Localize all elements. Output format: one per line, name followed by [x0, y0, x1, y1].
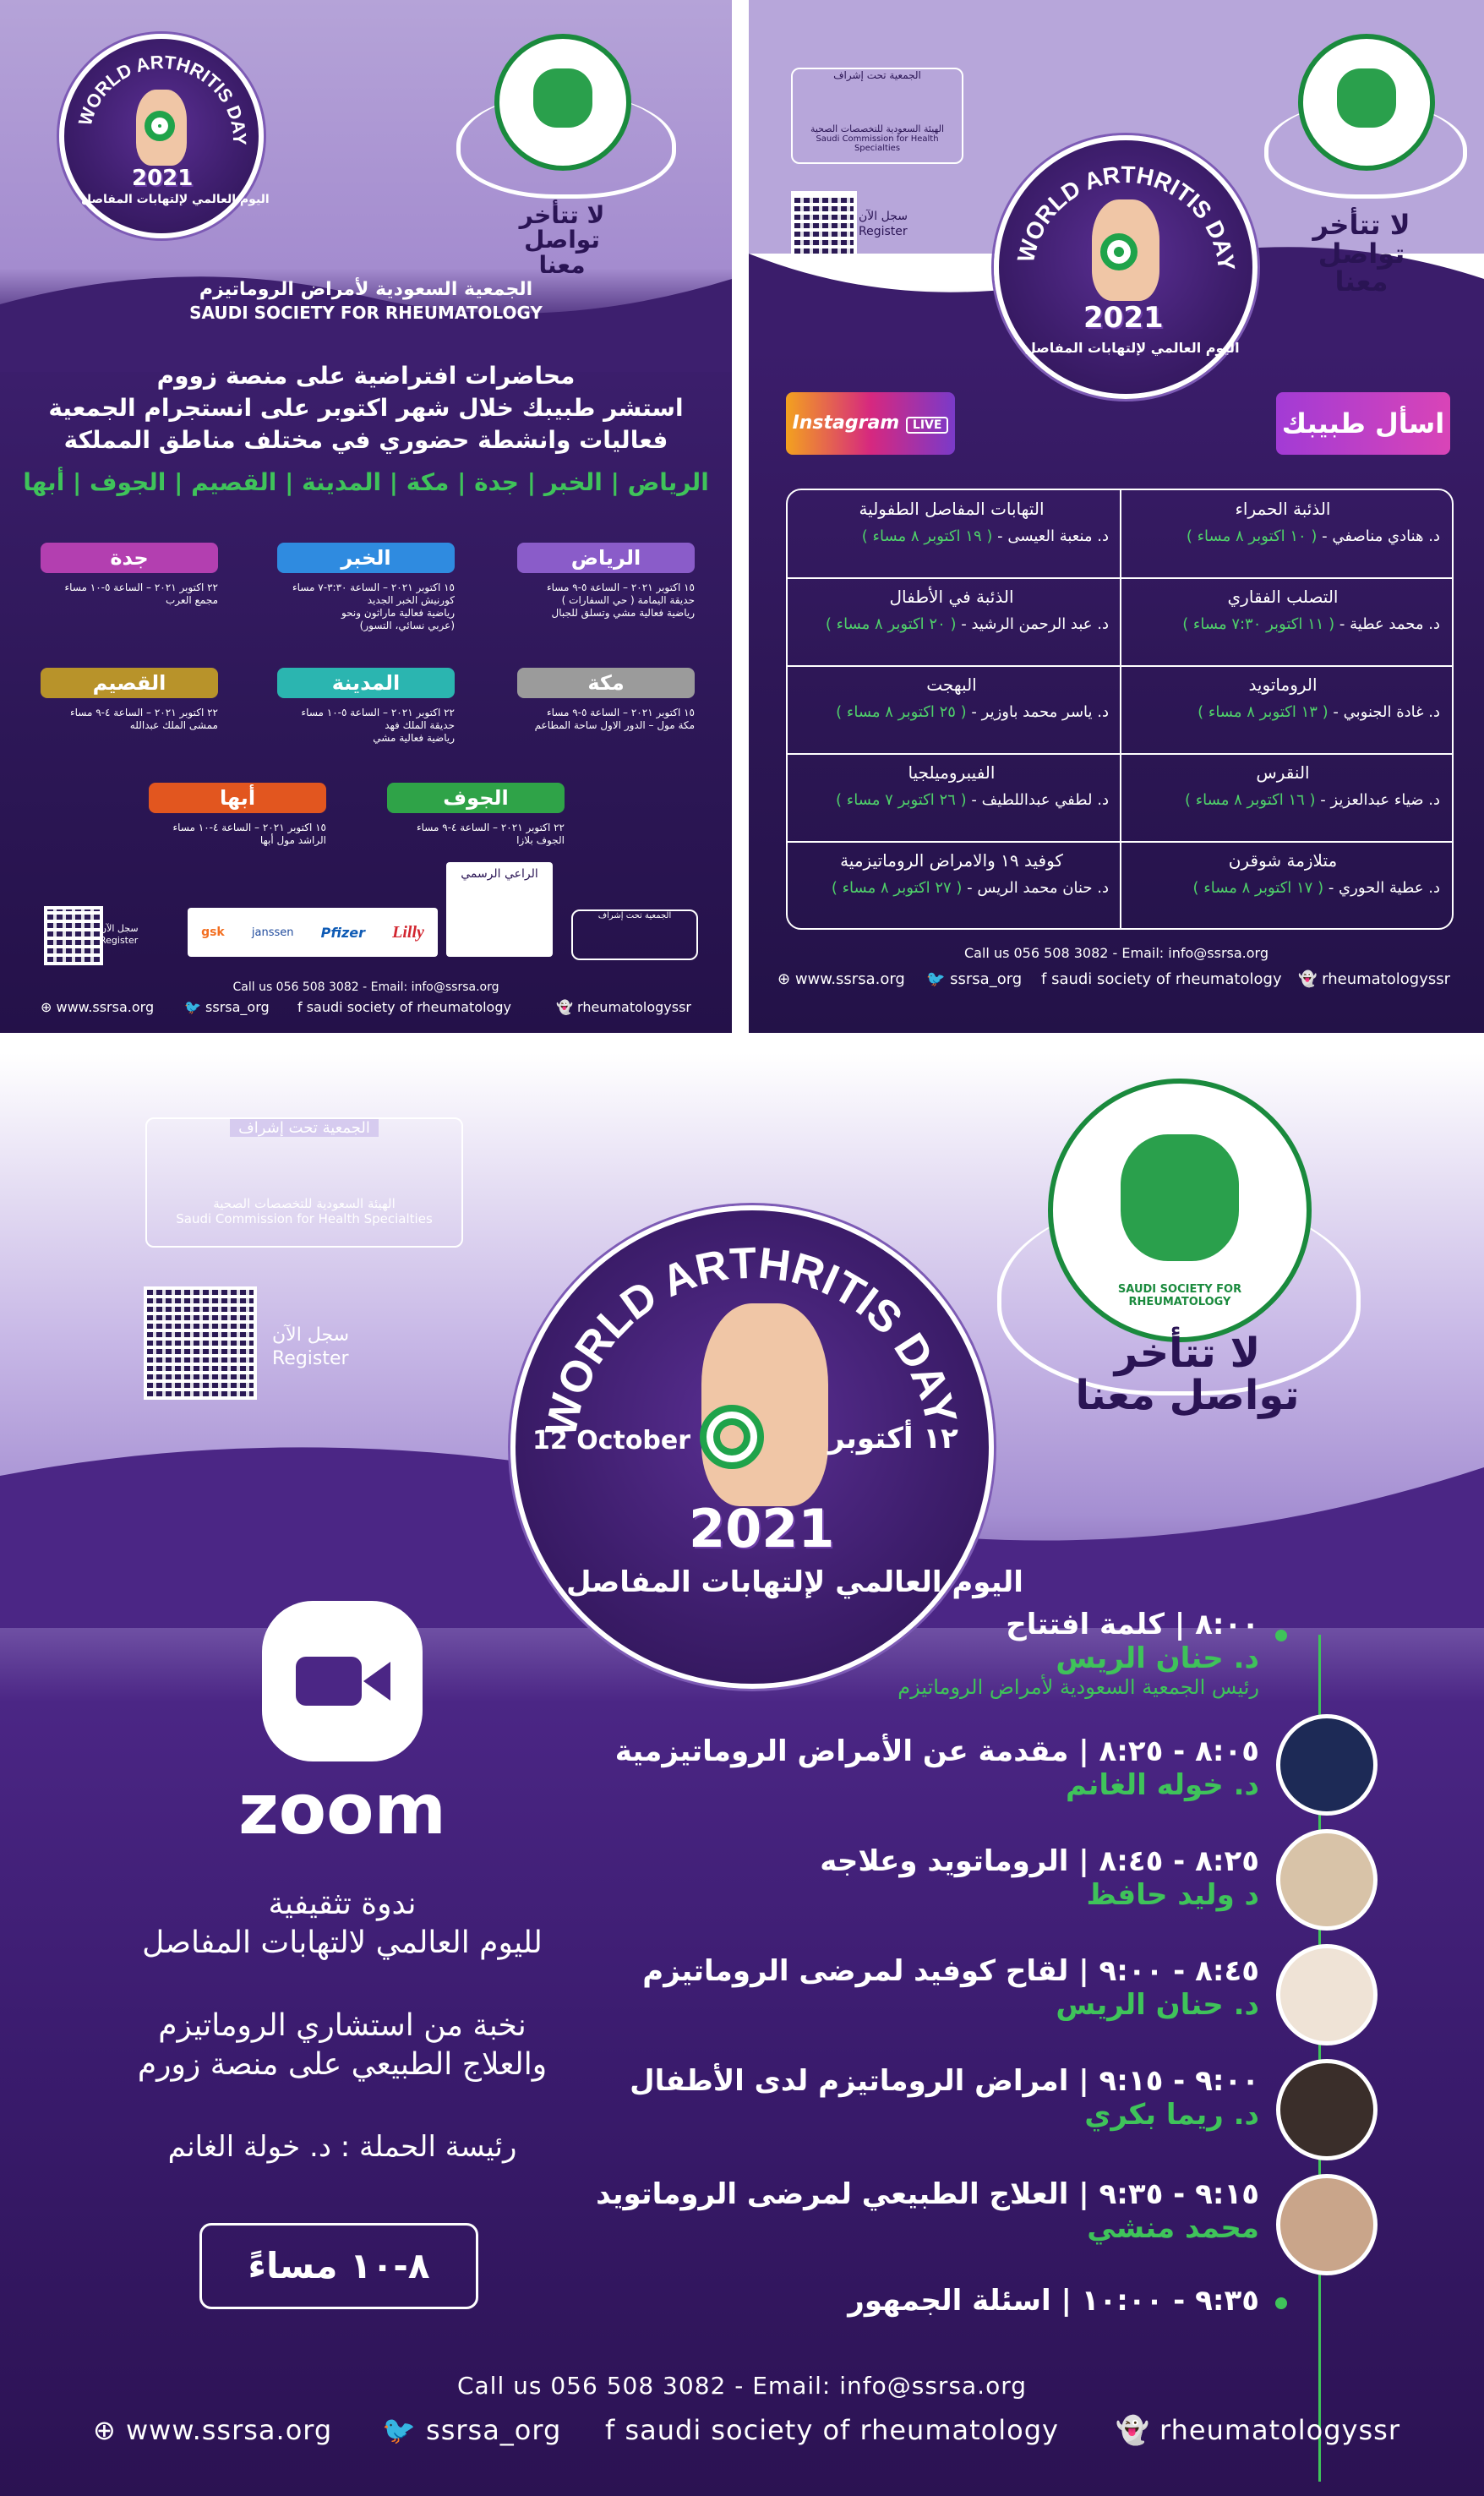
instagram-label: Instagram [792, 412, 900, 434]
ssr-seal-logo [1048, 1079, 1312, 1342]
twitter-text: ssrsa_org [426, 2414, 562, 2446]
time-box: ٨-١٠ مساءً [199, 2223, 478, 2309]
snapchat-link[interactable]: 👻 rheumatologyssr [556, 999, 691, 1015]
schedule-title-4: ٨:٤٥ - ٩:٠٠ | لقاح كوفيد لمرضى الروماتيزم [642, 1954, 1259, 1988]
avatar-khawla [1276, 1714, 1378, 1816]
headline-events: فعاليات وانشطة حضوري في مختلف مناطق المملكة [63, 426, 668, 454]
register-label [859, 210, 926, 239]
register-label [272, 1324, 382, 1370]
schedule-item-7 [592, 2284, 1259, 2318]
website-text: www.ssrsa.org [794, 970, 905, 988]
snapchat-text: rheumatologyssr [1159, 2414, 1400, 2446]
sponsors-strip [188, 908, 438, 957]
city-info-riyadh: ١٥ اكتوبر ٢٠٢١ – الساعة ٥-٩ مساء حديقة اليمامة ( حي السفارات ) رياضية فعالية مشي وتسلق للجبال [546, 582, 695, 619]
city-info-jouf: ٢٢ اكتوبر ٢٠٢١ – الساعة ٤-٩ مساء الجوف بلازا [416, 822, 565, 846]
session-date: ( ٢٦ اكتوبر ٧ مساء ) [836, 791, 967, 809]
schedule-item-6 [592, 2177, 1259, 2245]
timeline-dot-end [1275, 2297, 1287, 2309]
sessions-grid [786, 489, 1454, 930]
session-doctor: د. لطفي عبداللطيف - [966, 791, 1109, 809]
session-doctor-line [1126, 703, 1440, 721]
twitter-link[interactable]: 🐦 ssrsa_org [926, 970, 1023, 988]
city-pill-makkah: مكة [517, 668, 695, 698]
session-topic: البهجت [926, 675, 977, 695]
ask-doctor-button[interactable]: اسأل طبيبك [1276, 392, 1450, 455]
grid-divider-1 [788, 577, 1452, 579]
poster-events [0, 0, 732, 1033]
city-pill-madinah: المدينة [277, 668, 455, 698]
supervision-box [571, 909, 698, 960]
register-label-en: Register [859, 224, 908, 238]
avatar-mohammed [1276, 2174, 1378, 2275]
schedule-item-1 [592, 1608, 1259, 1699]
sponsor-gsk: gsk [201, 926, 225, 939]
session-doctor-line [794, 791, 1109, 809]
campaign-head: رئيسة الحملة : د. خولة الغانم [167, 2130, 517, 2164]
session-cell [1126, 762, 1440, 809]
schedule-title-7: ٩:٣٥ - ١٠:٠٠ | اسئلة الجمهور [848, 2284, 1259, 2318]
headline-zoom: محاضرات افتراضية على منصة زووم [156, 362, 576, 390]
schedule-speaker-6: محمد منشي [1087, 2211, 1259, 2245]
schedule-title-2: ٨:٠٥ - ٨:٢٥ | مقدمة عن الأمراض الروماتيزمية [614, 1734, 1259, 1768]
grid-divider-vertical [1120, 490, 1121, 928]
city-pill-abha: أبها [149, 783, 326, 813]
seal-text: SAUDI SOCIETY FOR RHEUMATOLOGY [1117, 1283, 1242, 1308]
session-doctor: د. حنان محمد الريس - [962, 879, 1109, 897]
session-cell [794, 587, 1109, 633]
sponsor-pfizer: Pfizer [320, 924, 365, 941]
schedule-title-3: ٨:٢٥ - ٨:٤٥ | الروماتويد وعلاجه [820, 1844, 1259, 1878]
slogan-bottom: تواصل معنا [524, 226, 600, 279]
contact-line: Call us 056 508 3082 - Email: info@ssrsa.org [232, 980, 499, 994]
seminar-subtitle: لليوم العالمي لالتهابات المفاصل [142, 1925, 543, 1960]
register-label [100, 923, 152, 947]
date-ar: ١٢ أكتوبر [828, 1422, 958, 1456]
session-doctor-line [794, 527, 1109, 545]
session-cell [1126, 675, 1440, 721]
city-info-madinah: ٢٢ اكتوبر ٢٠٢١ – الساعة ٥-١٠ مساء حديقة الملك فهد رياضية فعالية مشي [301, 707, 455, 744]
ssr-seal-logo [494, 34, 631, 171]
badge-arabic: اليوم العالمي لإلتهابات المفاصل [81, 193, 270, 206]
elite-line1: نخبة من استشاري الروماتيزم [158, 2008, 526, 2043]
supervision-frame [145, 1117, 463, 1248]
schedule-title-1: ٨:٠٠ | كلمة افتتاح [1006, 1608, 1259, 1641]
schedule-speaker-5: د. ريما بكري [1084, 2098, 1259, 2132]
poster-ask-doctor [749, 0, 1484, 1033]
website-link[interactable]: ⊕ www.ssrsa.org [93, 2414, 333, 2446]
city-info-abha: ١٥ اكتوبر ٢٠٢١ – الساعة ٤-١٠ مساء الراشد مول أبها [172, 822, 326, 846]
slogan-bottom: تواصل معنا [1318, 237, 1405, 298]
session-cell [1126, 850, 1440, 897]
session-topic: التصلب الفقاري [1227, 587, 1339, 607]
camera-body-icon [296, 1657, 362, 1706]
avatar-reema [1276, 2059, 1378, 2160]
website-text: www.ssrsa.org [56, 999, 155, 1015]
session-doctor: د. هنادي مناصفي - [1317, 527, 1440, 545]
zoom-wordmark: zoom [238, 1770, 446, 1850]
session-date: ( ٢٧ اكتوبر ٨ مساء ) [831, 879, 963, 897]
session-topic: الفيبروميلجيا [908, 762, 996, 783]
svg-text:WORLD ARTHRITIS DAY: WORLD ARTHRITIS DAY [536, 1238, 966, 1441]
website-link[interactable]: ⊕ www.ssrsa.org [41, 999, 155, 1015]
ssr-seal-logo [1298, 34, 1435, 171]
slogan [1065, 1330, 1310, 1420]
world-arthritis-day-badge [994, 135, 1258, 399]
register-label-ar: سجل الآن [859, 210, 908, 223]
session-date: ( ١٩ اكتوبر ٨ مساء ) [861, 527, 993, 545]
badge-arabic: اليوم العالمي لإلتهابات المفاصل [1024, 340, 1240, 356]
date-en: 12 October [532, 1426, 691, 1456]
schedule-title-5: ٩:٠٠ - ٩:١٥ | امراض الروماتيزم لدى الأطفال [630, 2064, 1259, 2098]
supervision-label: الجمعية تحت إشراف [597, 911, 672, 920]
session-doctor-line [794, 703, 1109, 721]
register-label-ar: سجل الآن [272, 1324, 350, 1346]
zoom-logo-icon [262, 1601, 423, 1761]
contact-line: Call us 056 508 3082 - Email: info@ssrsa.org [456, 2372, 1028, 2400]
schedule-item-4 [592, 1954, 1259, 2022]
register-label-ar: سجل الآن [100, 923, 139, 934]
svg-text:WORLD ARTHRITIS DAY: WORLD ARTHRITIS DAY [74, 51, 251, 145]
city-info-jeddah: ٢٢ اكتوبر ٢٠٢١ – الساعة ٥-١٠ مساء مجمع العرب [64, 582, 218, 606]
slogan-top: لا تتأخر [1312, 209, 1410, 241]
city-info-makkah: ١٥ اكتوبر ٢٠٢١ – الساعة ٥-٩ مساء مكة مول – الدور الاول ساحة المطاعم [534, 707, 695, 731]
commission-en: Saudi Commission for Health Specialties [816, 134, 939, 153]
register-qr-code[interactable] [44, 906, 103, 965]
register-qr-code[interactable] [144, 1286, 257, 1400]
facebook-link[interactable]: f saudi society of rheumatology [297, 999, 511, 1015]
sponsor-lilly: Lilly [392, 922, 424, 942]
commission-ar: الهيئة السعودية للتخصصات الصحية [810, 123, 945, 134]
session-doctor-line [1126, 615, 1440, 633]
schedule-item-3 [592, 1844, 1259, 1912]
city-info-khobar: ١٥ اكتوبر ٢٠٢١ – الساعة ٣:٣٠-٧ مساء كورنيش الخبر الجديد رياضية فعالية ماراثون ونحو (عربي نسائي، التسور) [292, 582, 455, 631]
city-pill-jeddah: جدة [41, 543, 218, 573]
camera-lens-icon [363, 1662, 390, 1701]
session-cell [794, 850, 1109, 897]
city-pill-jouf: الجوف [387, 783, 565, 813]
badge-year: 2021 [1083, 301, 1164, 335]
cities-line: الرياض | الخبر | جدة | مكة | المدينة | القصيم | الجوف | أبها [23, 468, 709, 496]
facebook-link[interactable]: f saudi society of rheumatology [605, 2414, 1059, 2446]
badge-year: 2021 [689, 1498, 835, 1559]
slogan-bottom: تواصل معنا [1075, 1372, 1300, 1420]
facebook-text: saudi society of rheumatology [1051, 970, 1282, 988]
society-name-en: SAUDI SOCIETY FOR RHEUMATOLOGY [189, 303, 543, 323]
session-cell [1126, 499, 1440, 545]
target-icon [145, 111, 175, 141]
session-cell [1126, 587, 1440, 633]
session-doctor: د. منعبة العيسى - [992, 527, 1109, 545]
session-topic: التهابات المفاصل الطفولية [859, 499, 1045, 519]
session-date: ( ١٠ اكتوبر ٨ مساء ) [1186, 527, 1318, 545]
snapchat-text: rheumatologyssr [1322, 970, 1450, 988]
schedule-speaker-1: د. حنان الريس [1056, 1641, 1259, 1675]
city-pill-khobar: الخبر [277, 543, 455, 573]
snapchat-link[interactable]: 👻 rheumatologyssr [1298, 970, 1450, 988]
seminar-title: ندوة تثقيفية [268, 1887, 417, 1921]
session-doctor-line [794, 879, 1109, 897]
slogan [1290, 211, 1433, 297]
session-date: ( ٢٥ اكتوبر ٨ مساء ) [836, 703, 967, 721]
session-date: ( ١٦ اكتوبر ٨ مساء ) [1184, 791, 1316, 809]
session-cell [794, 675, 1109, 721]
elite-line2: والعلاج الطبيعي على منصة زورم [137, 2047, 548, 2082]
avatar-waleed [1276, 1829, 1378, 1931]
session-doctor-line [794, 615, 1109, 633]
supervision-label: الجمعية تحت إشراف [230, 1119, 379, 1137]
session-topic: كوفيد ١٩ والامراض الروماتيزمية [840, 850, 1063, 871]
schedule-speaker-3: د وليد حافظ [1086, 1878, 1259, 1912]
session-topic: الذئبة في الأطفال [889, 587, 1014, 607]
instagram-live-button[interactable] [786, 392, 955, 455]
session-doctor: د. ضياء عبدالعزيز - [1315, 791, 1440, 809]
session-topic: متلازمة شوقرن [1228, 850, 1338, 871]
live-tag: LIVE [906, 417, 949, 434]
saudi-map-icon [533, 68, 592, 128]
saudi-map-icon [1121, 1134, 1239, 1261]
twitter-text: ssrsa_org [205, 999, 270, 1015]
snapchat-link[interactable]: 👻 rheumatologyssr [1116, 2414, 1400, 2446]
svg-text:WORLD ARTHRITIS DAY: WORLD ARTHRITIS DAY [1012, 161, 1241, 272]
supervision-frame [791, 68, 963, 164]
badge-arabic: اليوم العالمي لإلتهابات المفاصل [566, 1565, 1023, 1599]
session-topic: الذئبة الحمراء [1235, 499, 1331, 519]
city-pill-riyadh: الرياض [517, 543, 695, 573]
saudi-map-icon [1337, 68, 1396, 128]
schedule-speaker-2: د. خوله الغانم [1065, 1768, 1259, 1802]
session-topic: الروماتويد [1248, 675, 1318, 695]
session-date: ( ١٧ اكتوبر ٨ مساء ) [1192, 879, 1324, 897]
fist-illustration [701, 1303, 828, 1506]
grid-divider-3 [788, 753, 1452, 755]
sponsor-janssen: janssen [251, 926, 294, 939]
schedule-title-6: ٩:١٥ - ٩:٣٥ | العلاج الطبيعي لمرضى الروماتويد [596, 2177, 1259, 2211]
world-arthritis-day-badge [59, 34, 270, 238]
session-doctor: د. عطية الحوري - [1323, 879, 1440, 897]
slogan-top: لا تتأخر [519, 201, 605, 229]
schedule-speaker-4: د. حنان الريس [1056, 1988, 1259, 2022]
session-date: ( ١١ اكتوبر ٧:٣٠ مساء ) [1182, 615, 1335, 633]
society-name-ar: الجمعية السعودية لأمراض الروماتيزم [199, 279, 533, 300]
target-icon [700, 1405, 764, 1469]
session-cell [794, 499, 1109, 545]
session-doctor-line [1126, 527, 1440, 545]
official-sponsor-box [446, 862, 553, 957]
session-doctor: د. ياسر محمد باوزير - [966, 703, 1109, 721]
schedule-item-2 [592, 1734, 1259, 1802]
schedule-item-5 [592, 2064, 1259, 2132]
website-text: www.ssrsa.org [125, 2414, 333, 2446]
official-sponsor-label: الراعي الرسمي [461, 867, 538, 881]
register-label-en: Register [272, 1347, 349, 1369]
session-doctor-line [1126, 791, 1440, 809]
city-pill-qassim: القصيم [41, 668, 218, 698]
session-doctor: د. محمد عطية - [1334, 615, 1440, 633]
session-doctor: د. غادة الجنوبي - [1328, 703, 1440, 721]
website-link[interactable]: ⊕ www.ssrsa.org [777, 970, 905, 988]
contact-line: Call us 056 508 3082 - Email: info@ssrsa.org [963, 945, 1269, 961]
city-info-qassim: ٢٢ اكتوبر ٢٠٢١ – الساعة ٤-٩ مساء ممشى الملك عبدالله [69, 707, 218, 731]
register-qr-code[interactable] [791, 191, 857, 257]
commission-ar: الهيئة السعودية للتخصصات الصحية [213, 1196, 396, 1211]
session-topic: النقرس [1256, 762, 1310, 783]
slogan-top: لا تتأخر [1114, 1330, 1261, 1377]
grid-divider-2 [788, 665, 1452, 667]
session-cell [794, 762, 1109, 809]
twitter-text: ssrsa_org [950, 970, 1023, 988]
supervision-label: الجمعية تحت إشراف [828, 69, 926, 81]
facebook-link[interactable]: f saudi society of rheumatology [1041, 970, 1282, 988]
target-icon [1100, 233, 1138, 270]
twitter-link[interactable]: 🐦 ssrsa_org [184, 999, 270, 1015]
twitter-link[interactable]: 🐦 ssrsa_org [382, 2414, 562, 2446]
snapchat-text: rheumatologyssr [577, 999, 691, 1015]
schedule-role-1: رئيس الجمعية السعودية لأمراض الروماتيزم [897, 1675, 1259, 1699]
session-doctor-line [1126, 879, 1440, 897]
headline-instagram: استشر طبيبك خلال شهر اكتوبر على انستجرام الجمعية [48, 394, 684, 422]
grid-divider-4 [788, 841, 1452, 843]
avatar-hanan [1276, 1944, 1378, 2045]
register-label-en: Register [100, 934, 139, 946]
facebook-text: saudi society of rheumatology [306, 999, 511, 1015]
facebook-text: saudi society of rheumatology [625, 2414, 1059, 2446]
poster-zoom-seminar [0, 1053, 1484, 2496]
session-date: ( ٢٠ اكتوبر ٨ مساء ) [825, 615, 957, 633]
session-doctor: د. عبد الرحمن الرشيد - [956, 615, 1109, 633]
timeline-dot-1 [1275, 1630, 1287, 1641]
slogan [499, 203, 625, 277]
badge-year: 2021 [132, 166, 194, 191]
commission-en: Saudi Commission for Health Specialties [176, 1211, 433, 1226]
session-date: ( ١٣ اكتوبر ٨ مساء ) [1198, 703, 1329, 721]
